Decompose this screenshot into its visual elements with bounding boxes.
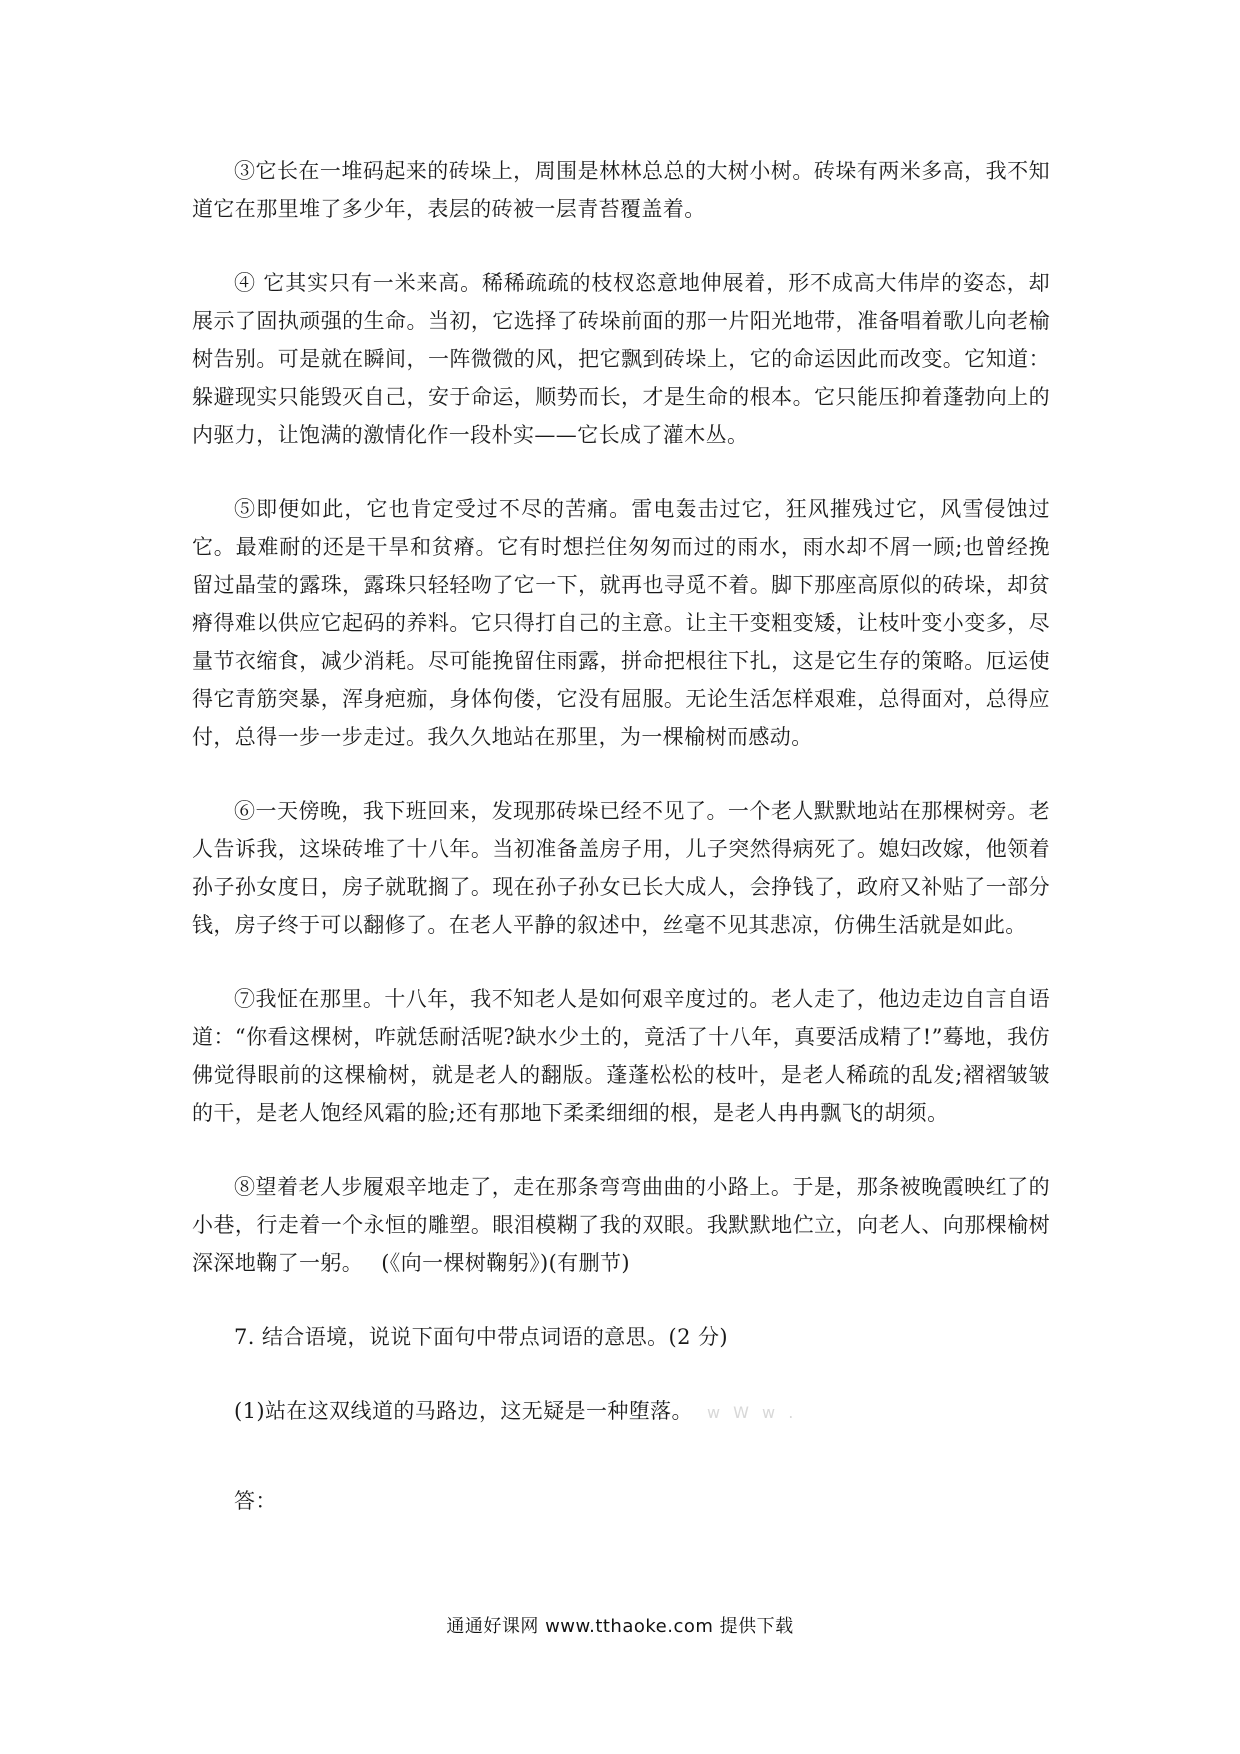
- paragraph-4: ④ 它其实只有一米来高。稀稀疏疏的枝杈恣意地伸展着，形不成高大伟岸的姿态，却展示了固执顽强的生命。当初，它选择了砖垛前面的那一片阳光地带，准备唱着歌儿向老榆树告别。可是就在瞬间，一阵微微的风，把它飘到砖垛上，它的命运因此而改变。它知道：躲避现实只能毁灭自己，安于命运，顺势而长，才是生命的根本。它只能压抑着蓬勃向上的内驱力，让饱满的激情化作一段朴实——它长成了灌木丛。: [192, 271, 1050, 447]
- paragraph-5: ⑤即便如此，它也肯定受过不尽的苦痛。雷电轰击过它，狂风摧残过它，风雪侵蚀过它。最难耐的还是干旱和贫瘠。它有时想拦住匆匆而过的雨水，雨水却不屑一顾;也曾经挽留过晶莹的露珠，露珠只轻轻吻了它一下，就再也寻觅不着。脚下那座高原似的砖垛，却贫瘠得难以供应它起码的养料。它只得打自己的主意。让主干变粗变矮，让枝叶变小变多，尽量节衣缩食，减少消耗。尽可能挽留住雨露，拼命把根往下扎，这是它生存的策略。厄运使得它青筋突暴，浑身疤痂，身体佝偻，它没有屈服。无论生活怎样艰难，总得面对，总得应付，总得一步一步走过。我久久地站在那里，为一棵榆树而感动。: [192, 497, 1050, 749]
- paragraph-6: ⑥一天傍晚，我下班回来，发现那砖垛已经不见了。一个老人默默地站在那棵树旁。老人告诉我，这垛砖堆了十八年。当初准备盖房子用，儿子突然得病死了。媳妇改嫁，他领着孙子孙女度日，房子就耽搁了。现在孙子孙女已长大成人，会挣钱了，政府又补贴了一部分钱，房子终于可以翻修了。在老人平静的叙述中，丝毫不见其悲凉，仿佛生活就是如此。: [192, 799, 1050, 937]
- question-7-title: 7. 结合语境，说说下面句中带点词语的意思。(2 分): [234, 1325, 728, 1349]
- watermark-text: w W w .: [706, 1403, 798, 1422]
- page-footer: 通通好课网 www.tthaoke.com 提供下载: [446, 1616, 794, 1637]
- paragraph-8: [192, 1168, 1050, 1282]
- article-source: (《向一棵树鞠躬》)(有删节): [381, 1251, 630, 1275]
- paragraph-7: ⑦我怔在那里。十八年，我不知老人是如何艰辛度过的。老人走了，他边走边自言自语道：“你看这棵树，咋就恁耐活呢?缺水少土的，竟活了十八年，真要活成精了!”蓦地，我仿佛觉得眼前的这棵榆树，就是老人的翻版。蓬蓬松松的枝叶，是老人稀疏的乱发;褶褶皱皱的干，是老人饱经风霜的脸;还有那地下柔柔细细的根，是老人冉冉飘飞的胡须。: [192, 987, 1050, 1125]
- answer-label: 答：: [234, 1489, 277, 1513]
- question-7-item-1-text: (1)站在这双线道的马路边，这无疑是一种堕落。: [234, 1399, 693, 1423]
- question-7-item-1: [192, 1392, 1050, 1432]
- paragraph-8-text: ⑧望着老人步履艰辛地走了，走在那条弯弯曲曲的小路上。于是，那条被晚霞映红了的小巷，行走着一个永恒的雕塑。眼泪模糊了我的双眼。我默默地伫立，向老人、向那棵榆树深深地鞠了一躬。: [192, 1175, 1050, 1275]
- paragraph-3: ③它长在一堆码起来的砖垛上，周围是林林总总的大树小树。砖垛有两米多高，我不知道它在那里堆了多少年，表层的砖被一层青苔覆盖着。: [192, 159, 1050, 221]
- article-body: [192, 152, 1050, 1520]
